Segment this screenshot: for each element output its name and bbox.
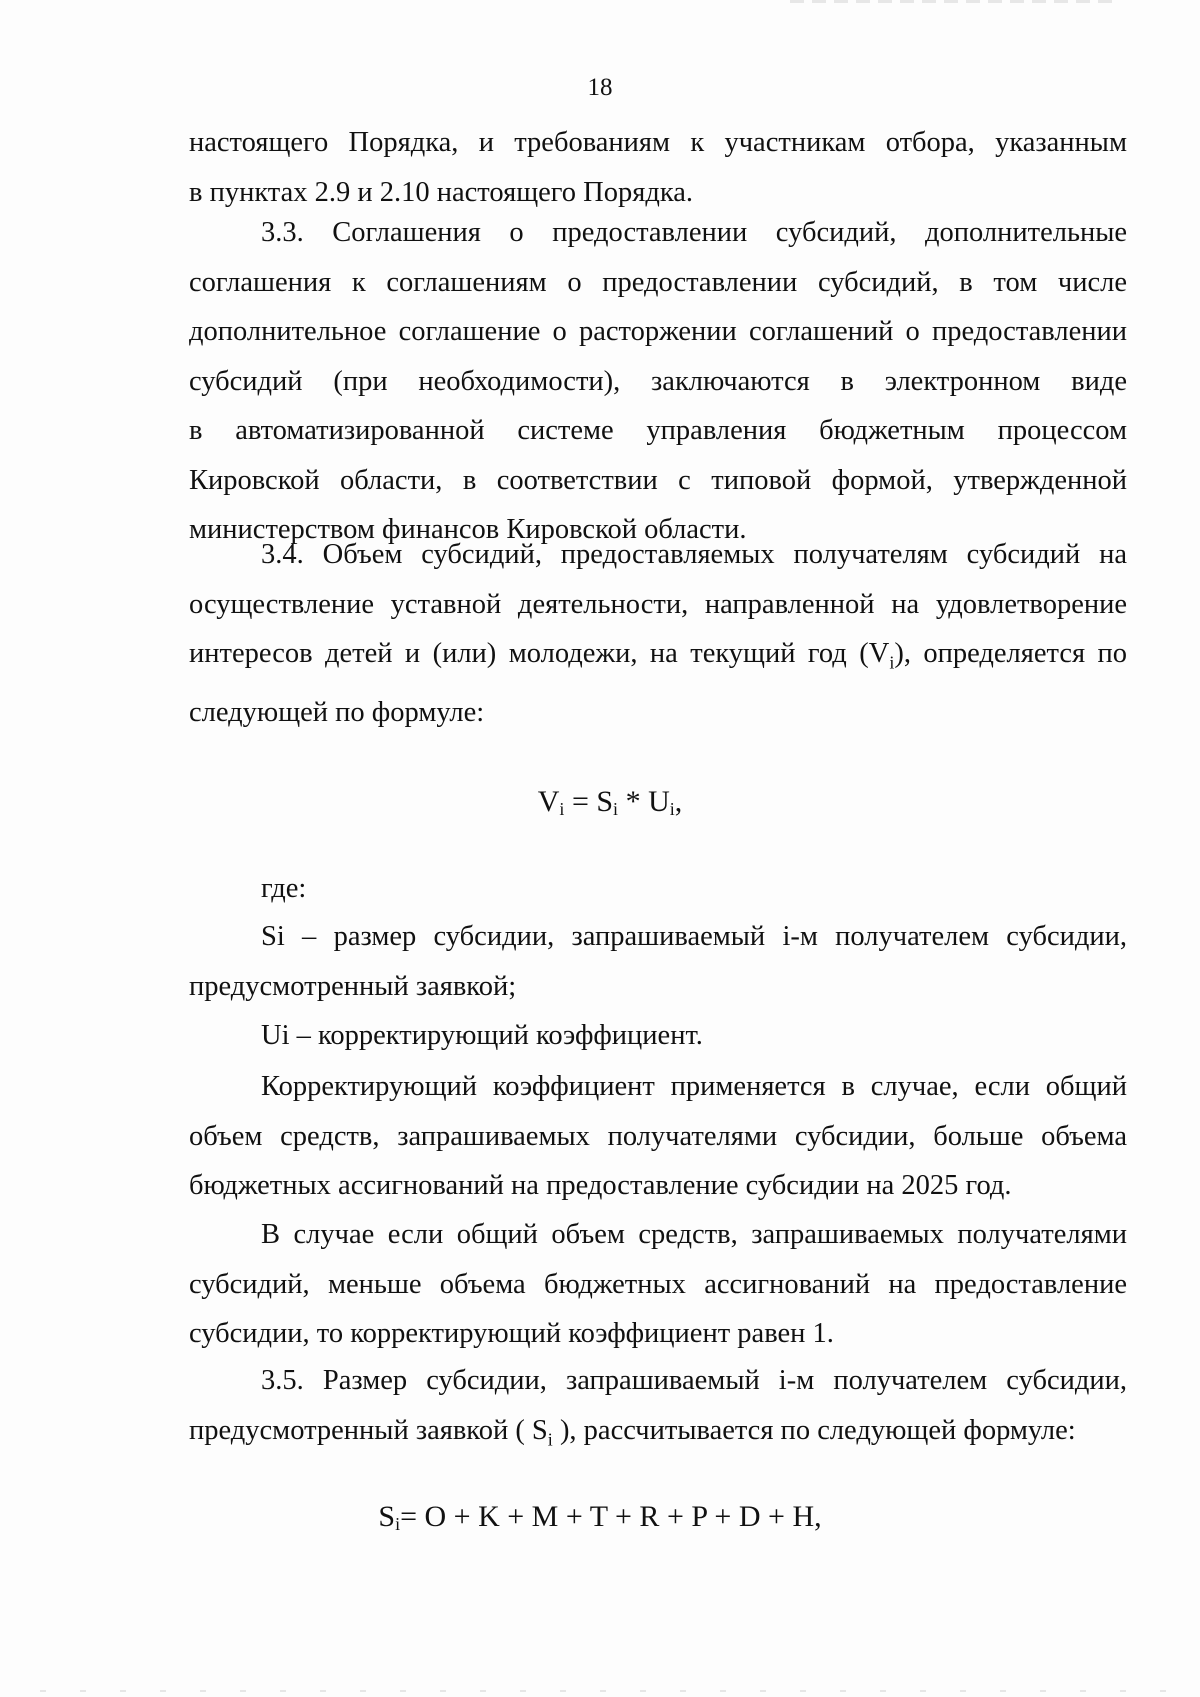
text-fragment: ), рассчитывается по следующей формуле: — [552, 1414, 1076, 1446]
formula-symbol: = S — [564, 785, 614, 818]
text-line: Si – размер субсидии, запрашиваемый i-м получателем субсидии, — [261, 921, 1127, 952]
text-line: предусмотренный заявкой; — [189, 970, 517, 1002]
paragraph-continuation — [189, 118, 1127, 217]
formula-symbol: S — [378, 1500, 396, 1533]
text-line: объем средств, запрашиваемых получателями субсидии, больше объема — [189, 1120, 1127, 1152]
text-fragment: интересов детей и (или) молодежи, на текущий год (V — [189, 638, 890, 669]
paragraph-coefficient — [189, 1062, 1127, 1211]
formula-subscript: i — [559, 799, 565, 819]
formula-symbol: * U — [618, 785, 670, 818]
text-line: субсидий (при необходимости), заключаются в электронном виде — [189, 365, 1127, 397]
paragraph-3-5 — [189, 1356, 1127, 1465]
page-number: 18 — [587, 74, 613, 101]
formula-si — [0, 1497, 1200, 1544]
text-line: Корректирующий коэффициент применяется в случае, если общий — [261, 1071, 1127, 1102]
text-line: соглашения к соглашениям о предоставлении субсидий, в том числе — [189, 266, 1127, 298]
where-label: где: — [261, 873, 307, 904]
text-line: Ui – корректирующий коэффициент. — [261, 1020, 703, 1051]
text-line: 3.4. Объем субсидий, предоставляемых получателям субсидий на — [261, 539, 1127, 570]
subscript: i — [889, 652, 895, 673]
paragraph-3-3 — [189, 208, 1127, 555]
text-line: в автоматизированной системе управления бюджетным процессом — [189, 415, 1127, 446]
text-line: бюджетных ассигнований на предоставление субсидии на 2025 год. — [189, 1170, 1012, 1201]
definition-ui — [189, 1011, 1127, 1061]
scan-artifact-bottom — [40, 1690, 1180, 1692]
text-line — [189, 1406, 1127, 1465]
formula-subscript: i — [669, 799, 675, 819]
text-line: следующей по формуле: — [189, 697, 485, 729]
text-line: в пунктах 2.9 и 2.10 настоящего Порядка. — [189, 176, 694, 208]
paragraph-3-4 — [189, 530, 1127, 738]
formula-subscript: i — [613, 799, 619, 819]
text-line: настоящего Порядка, и требованиям к участникам отбора, указанным — [189, 127, 1127, 158]
text-line: осуществление уставной деятельности, направленной на удовлетворение — [189, 588, 1127, 620]
text-line: Кировской области, в соответствии с типовой формой, утвержденной — [189, 464, 1127, 496]
text-line: субсидии, то корректирующий коэффициент равен 1. — [189, 1318, 834, 1349]
formula-symbol: = O + K + M + T + R + P + D + H, — [400, 1500, 822, 1533]
formula-symbol: V — [537, 785, 560, 818]
text-fragment: предусмотренный заявкой ( S — [189, 1414, 548, 1446]
text-line: дополнительное соглашение о расторжении соглашений о предоставлении — [189, 316, 1127, 347]
text-line: министерством финансов Кировской области. — [189, 514, 747, 545]
scan-artifact-top — [790, 0, 1120, 3]
text-line — [189, 629, 1127, 688]
subscript: i — [547, 1429, 553, 1450]
text-line: субсидий, меньше объема бюджетных ассигнований на предоставление — [189, 1268, 1127, 1300]
text-line: В случае если общий объем средств, запрашиваемых получателями — [261, 1219, 1127, 1250]
paragraph-in-case — [189, 1210, 1127, 1359]
formula-symbol: , — [674, 785, 683, 818]
text-line: 3.5. Размер субсидии, запрашиваемый i-м получателем субсидии, — [261, 1365, 1127, 1396]
formula-vi — [0, 782, 1200, 829]
where-label-block — [189, 864, 1127, 914]
text-line: 3.3. Соглашения о предоставлении субсидий, дополнительные — [261, 217, 1127, 248]
definition-si — [189, 912, 1127, 1011]
text-fragment: ), определяется по — [894, 638, 1128, 669]
formula-subscript: i — [395, 1514, 401, 1534]
